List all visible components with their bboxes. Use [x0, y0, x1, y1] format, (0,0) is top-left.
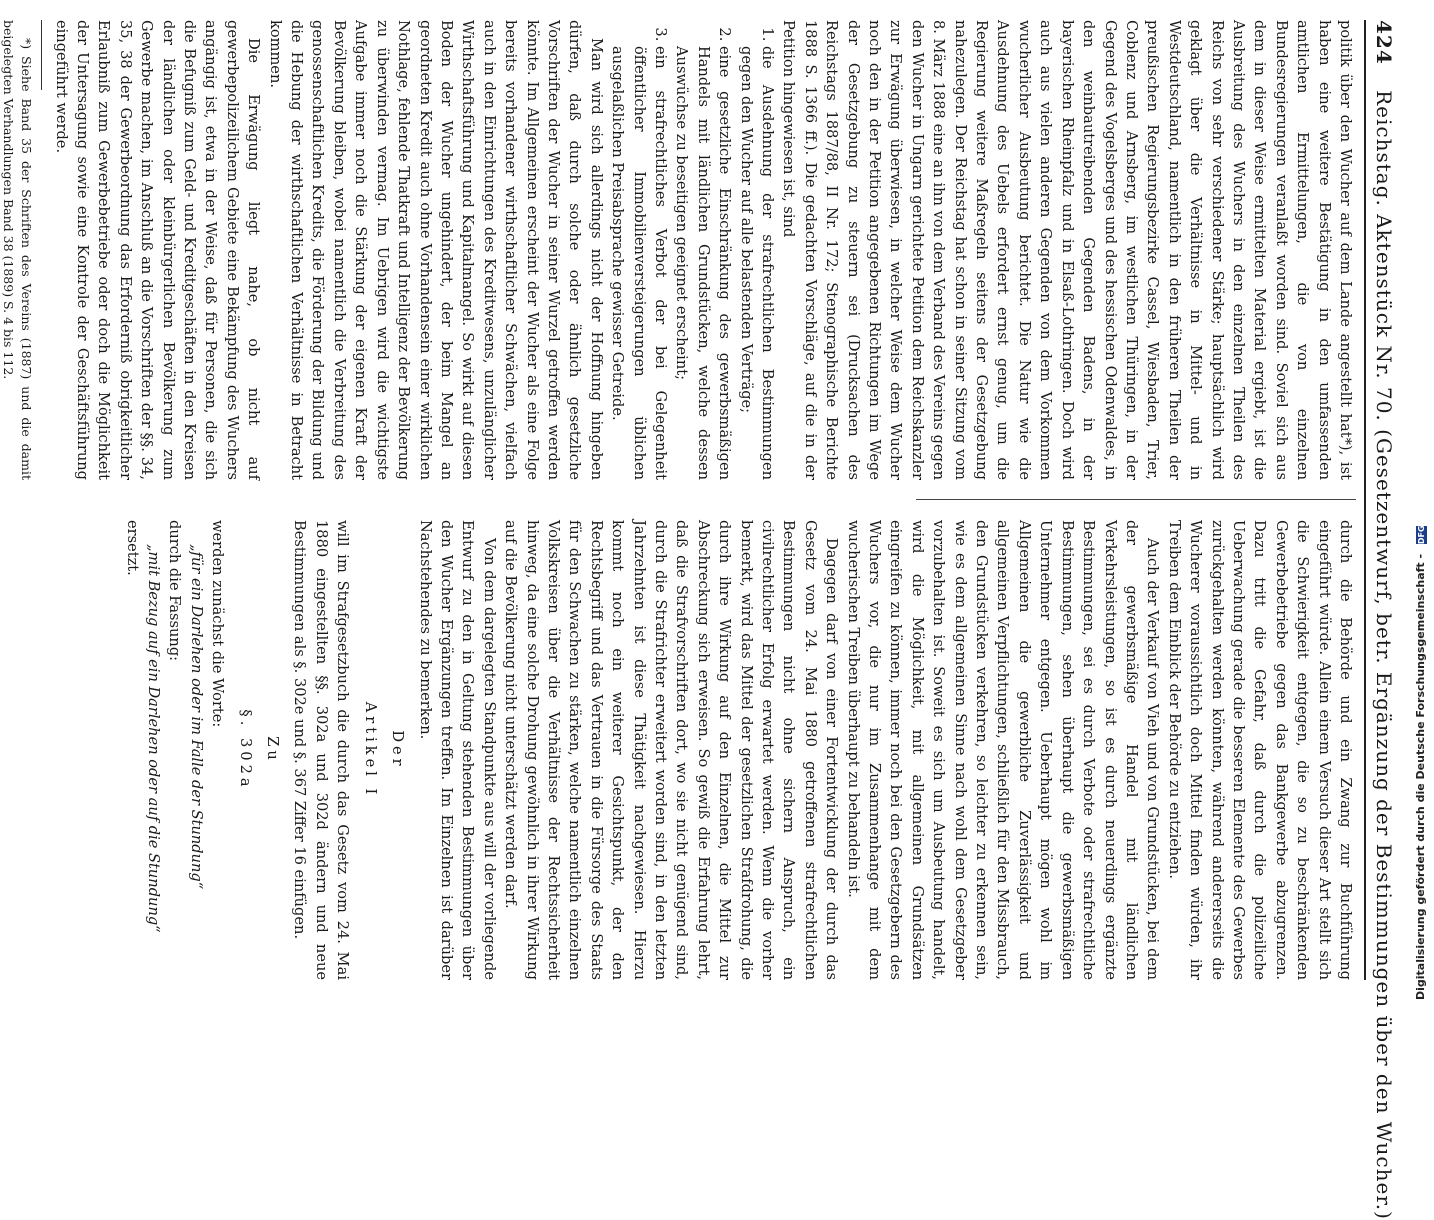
- right-column: [66, 520, 1356, 980]
- section-end: ersetzt.: [123, 520, 141, 576]
- footnote-rule: [41, 20, 42, 90]
- left-paragraph: Man wird sich allerdings nicht der Hoffnung hingeben dürfen, daß durch solche oder ähnlich gesetzliche Vorschriften der Wucher in seiner Wurzel getroffen werden könnte. Im Allgemeinen erscheint der Wucher als eine Folge bereits vorhandener wirthschaftlicher Schwächen, vielfach auch in den Einrichtungen des Kreditwesens, unzulänglicher Wirthschaftsführung und Kapitalmangel. So wirkt auf diesen Boden der Wucher ungehindert, der beim Mangel an geordneten Kredit auch ohne Vorhandensein einer wirklichen Nothlage, fehlende Thatkraft und Intelligenz der Bevölkerung zu überwinden vermag. Im Uebrigen wird die wichtigste Aufgabe immer noch die Stärkung der eigenen Kraft der Bevölkerung bleiben, wobei namentlich die Verbreitung des genossenschaftlichen Kredits, die Förderung der Bildung und die Hebung der wirthschaftlichen Verhältnisse in Betracht kommen.: [266, 20, 605, 480]
- running-title: Reichstag. Aktenstück Nr. 70. (Gesetzentwurf, betr. Ergänzung der Bestimmungen über den Wucher.): [1372, 90, 1396, 1220]
- proposal-item: 2. eine gesetzliche Einschränkung des gewerbsmäßigen Handels mit ländlichen Grundstücken, welche dessen Auswüchse zu beseitigen geeignet erscheint;: [671, 46, 735, 480]
- credit-strip: [1408, 0, 1432, 1000]
- article-text: will im Strafgesetzbuch die durch das Gesetz vom 24. Mai 1880 eingestellten §§. 302a und 302d ändern und neue Bestimmungen als §. 302e und §. 367 Ziffer 16 einfügen.: [291, 520, 352, 980]
- right-paragraph: Auch der Verkauf von Vieh und von Grundstücken, bei dem der gewerbsmäßige Handel mit ländlichen Verkehrsleistungen, so ist es durch neuerdings ergänzte Bestimmungen, sei es durch Verbote oder strafrechtliche Bestimmungen, sehen überhaupt die gewerbsmäßigen Unternehmer entgegen. Ueberhaupt mögen wohl im Allgemeinen die gewerbliche Zuverlässigkeit und allgemeinen Verpflichtungen, schließlich für den Missbrauch, den Grundstücken verkehren, so leichter zu erkennen sein, wie es dem allgemeinen Sinne nach wohl dem Gesetzgeber vorzubehalten ist. Soweit es sich um Ausbeutung handelt, wird die Möglichkeit, mit allgemeinen Grundsätzen eingreifen zu können, immer noch bei den Gesetzgebern des Wuchers vor, die nur im Zusammenhange mit dem wucherischen Treiben überhaupt zu behandeln ist.: [844, 520, 1162, 980]
- dfg-logo: DFG: [1416, 525, 1426, 545]
- proposal-list: [607, 20, 778, 480]
- left-column: [1, 20, 1356, 480]
- footnote: *) Siehe Band 35 der Schriften des Vereins (1887) und die damit beigelegten Verhandlungen Band 38 (1889) S. 4 bis 112.: [1, 20, 35, 480]
- quote-new-wording: „mit Bezug auf ein Darlehen oder auf die Stundung“: [145, 544, 163, 933]
- page-number: 424: [1372, 20, 1396, 65]
- article-heading: Artikel I: [361, 701, 379, 799]
- proposal-item: 3. ein strafrechtliches Verbot der bei Gelegenheit öffentlicher Immobilienversteigerungen üblichen ausgelaßlichen Preisabsprache gewisser Getreide.: [607, 46, 671, 480]
- right-paragraph: durch die Behörde und ein Zwang zur Buchführung eingeführt würde. Allein einem Versuch dieser Art stellt sich die Schwierigkeit entgegen, die so zu beschränkenden Gewerbebetriebe gegen das Bankgewerbe abzugrenzen. Dazu tritt die Gefahr, daß durch die polizeiliche Ueberwachung gerade die besseren Elemente des Gewerbes zurückgehalten werden könnten, während andererseits die Wucherer voraussichtlich doch Mittel finden würden, ihr Treiben dem Einblick der Behörde zu entziehen.: [1165, 520, 1354, 980]
- left-paragraph: politik über den Wucher auf dem Lande angestellt hat*), ist haben eine weitere Bestätigung in den umfassenden amtlichen Ermittelungen, die von einzelnen Bundesregierungen veranlaßt worden sind. Soviel sich aus dem in dieser Weise ermittelten Material ergiebt, ist die Ausbreitung des Wuchers in den einzelnen Theilen des Reichs von sehr verschiedener Stärke; hauptsächlich wird geklagt über die Verhältnisse in Mittel- und in Westdeutschland, namentlich in den früheren Theilen der preußischen Regierungsbezirke Cassel, Wiesbaden, Trier, Coblenz und Arnsberg, im westlichen Thüringen, in der Gegend des Vogelsberges und des hessischen Odenwaldes, in den weinbautreibenden Gegenden Badens, in der bayerischen Rheinpfalz und in Elsaß-Lothringen. Doch wird auch aus vielen anderen Gegenden von dem Vorkommen wucherlicher Ausbeutung berichtet. Die Natur wie die Ausdehnung des Uebels erfordert ernst genug, um die Regierung weitere Maßregeln seitens der Gesetzgebung nahezulegen. Der Reichstag hat schon in seiner Sitzung vom 8. März 1888 eine an ihn von dem Verband des Vereins gegen den Wucher in Ungarn gerichtete Petition dem Reichskanzler zur Erwägung überwiesen, in welcher Weise dem Wucher noch den in der Petition angegebenen Richtungen im Wege der Gesetzgebung zu steuern sei (Drucksachen des Reichstags 1887/88, II Nr. 172; Stenographische Berichte 1888 S. 1366 ff.). Die gedachten Vorschläge, auf die in der Petition hingewiesen ist, sind: [780, 20, 1354, 480]
- heading-der: Der: [389, 730, 407, 770]
- left-paragraph: Die Erwägung liegt nahe, ob nicht auf gewerbepolizeilichem Gebiete eine Bekämpfung des Wuchers angängig ist, etwa in der Weise, daß für Personen, die sich die Befugniß zum Geld- und Kreditgeschäften in den Kreisen der ländlichen oder kleinbürgerlichen Bevölkerung zum Gewerbe machen, im Anschluß an die Vorschriften der §§. 34, 35, 38 der Gewerbeordnung das Erforderniß obrigkeitlicher Erlaubniß zum Gewerbebetriebe oder doch die Möglichkeit der Untersagung sowie eine Kontrole der Geschäftsführung eingeführt werde.: [52, 20, 263, 480]
- page-header: [1364, 20, 1396, 1220]
- proposal-item: 1. die Ausdehnung der strafrechtlichen Bestimmungen gegen den Wucher auf alle belastenden Verträge;: [735, 46, 778, 480]
- section-mid: durch die Fassung:: [166, 520, 184, 662]
- right-paragraph: Dagegen darf von einer Fortentwicklung der durch das Gesetz vom 24. Mai 1880 getroffenen strafrechtlichen Bestimmungen nicht ohne sichern Anspruch, ein civilrechtlicher Erfolg erwartet werden. Wenn die vorher bemerkt, wird das Mittel der gesetzlichen Strafdrohung, die durch ihre Wirkung auf den Einzelnen, die Mittel zur Abschreckung sich erweisen. So gewiß die Erfahrung lehrt, daß die Strafvorschriften dort, wo sie nicht genügend sind, durch die Strafrichter erweitert worden sind, in den letzten Jahrzehnten ist diese Thätigkeit nachgewiesen. Hierzu kommt noch ein weiterer Gesichtspunkt, der den Rechtsbegriff und das Vertrauen in die Fürsorge des Staats für den Schwachen zu stärken, welche namentlich einzelnen Volkskreisen über die Verhältnisse der Rechtssicherheit hinweg, da eine solche Drohung gewöhnlich in ihrer Wirkung auf die Bevölkerung nicht unterschätzt werden darf.: [502, 520, 841, 980]
- right-paragraph: Von dem dargelegten Standpunkte aus will der vorliegende Entwurf zu den in Geltung stehenden Bestimmungen über den Wucher Ergänzungen treffen. Im Einzelnen ist darüber Nachstehendes zu bemerken.: [416, 520, 498, 980]
- digitization-credit: [1414, 0, 1434, 1000]
- heading-zu: Zu: [264, 736, 282, 764]
- quote-old-wording: „für ein Darlehen oder im Falle der Stundung“: [187, 544, 205, 890]
- section-label: §. 302a: [236, 709, 254, 791]
- credit-text: Digitalisierung gefördert durch die Deutsche Forschungsgemeinschaft -: [1414, 553, 1427, 1000]
- section-intro: werden zunächst die Worte:: [209, 520, 227, 728]
- column-divider: [916, 499, 1356, 500]
